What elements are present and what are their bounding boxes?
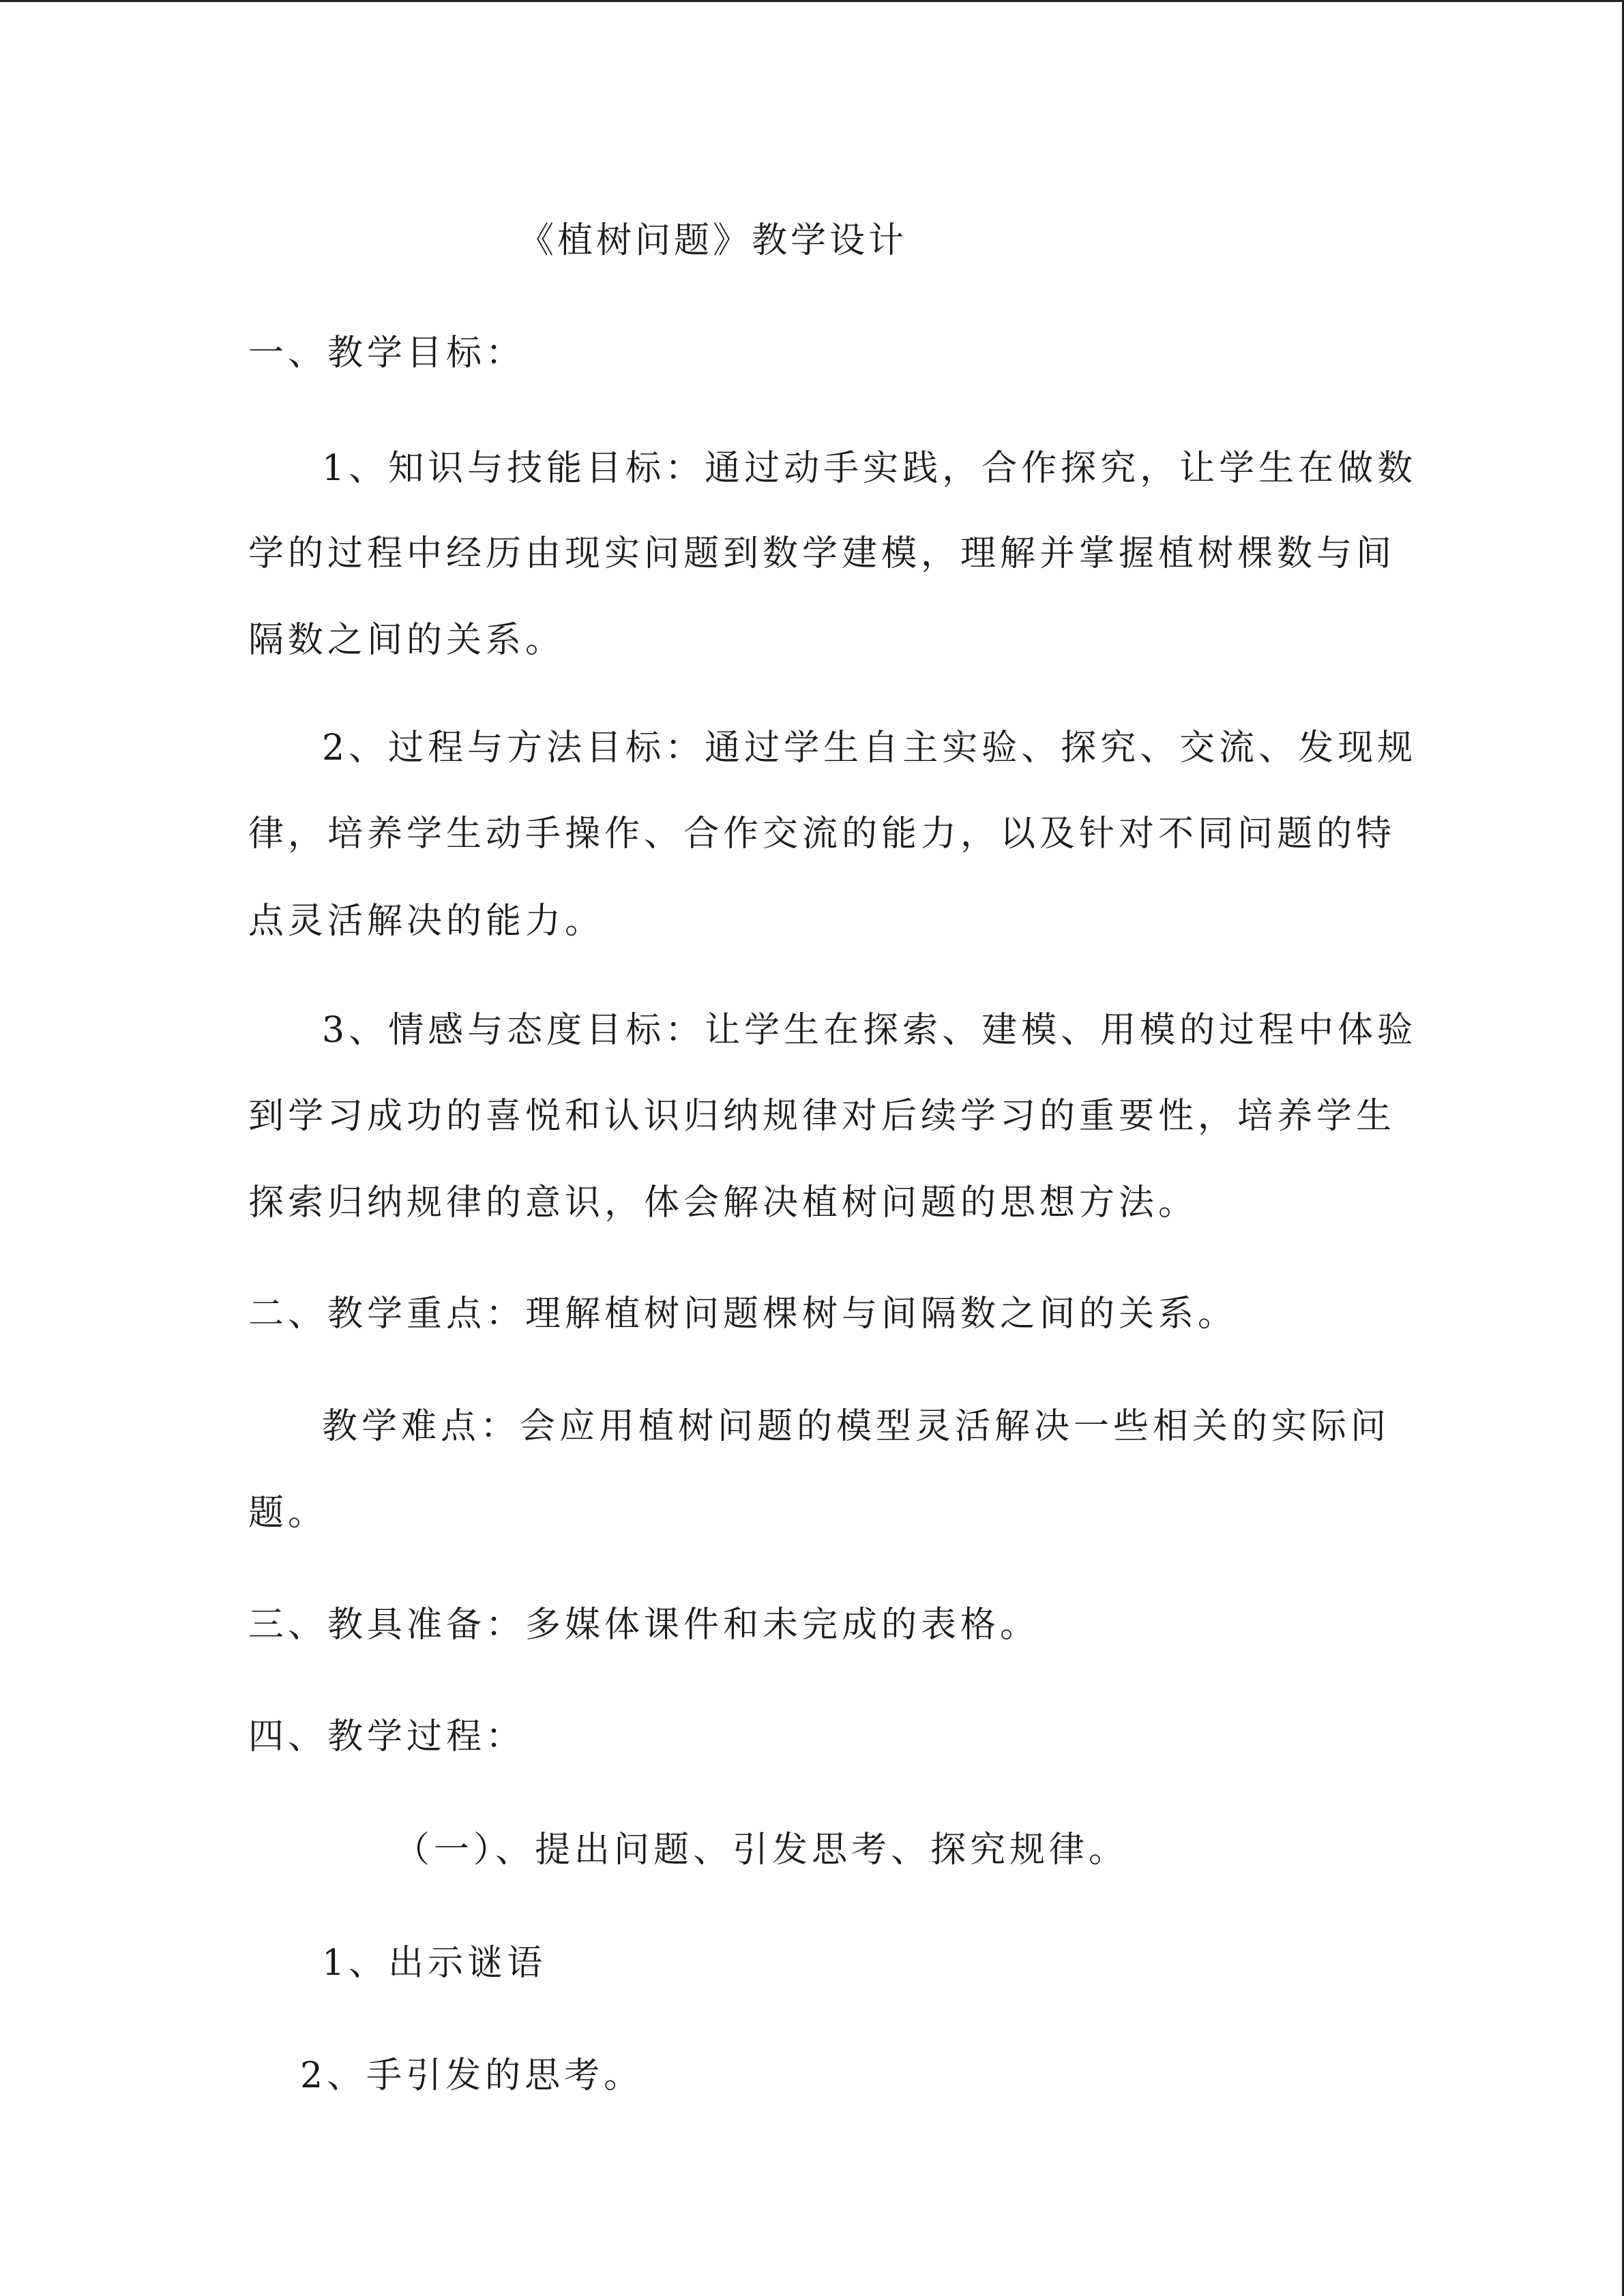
subsection-heading-1: （一）、提出问题、引发思考、探究规律。: [394, 1830, 1129, 1870]
document-title: 《植树问题》教学设计: [518, 220, 908, 261]
section-heading-key-points: 二、教学重点：理解植树问题棵树与间隔数之间的关系。: [248, 1294, 1238, 1335]
goal-3-line-1: 3、情感与态度目标：让学生在探索、建模、用模的过程中体验: [322, 1010, 1417, 1051]
step-1: 1、出示谜语: [322, 1943, 547, 1984]
goal-1-line-1: 1、知识与技能目标：通过动手实践，合作探究，让学生在做数: [322, 448, 1417, 489]
section-heading-teaching-goals: 一、教学目标：: [248, 333, 526, 374]
goal-2-line-3: 点灵活解决的能力。: [248, 901, 605, 942]
goal-2-line-2: 律，培养学生动手操作、合作交流的能力，以及针对不同问题的特: [248, 814, 1396, 854]
goal-1-line-2: 学的过程中经历由现实问题到数学建模，理解并掌握植树棵数与间: [248, 533, 1396, 574]
section-heading-teaching-aids: 三、教具准备：多媒体课件和未完成的表格。: [248, 1605, 1040, 1645]
section-heading-teaching-process: 四、教学过程：: [248, 1716, 526, 1757]
difficulty-line-2: 题。: [248, 1493, 328, 1534]
goal-3-line-3: 探索归纳规律的意识，体会解决植树问题的思想方法。: [248, 1182, 1198, 1223]
goal-2-line-1: 2、过程与方法目标：通过学生自主实验、探究、交流、发现规: [322, 728, 1417, 769]
goal-1-line-3: 隔数之间的关系。: [248, 620, 565, 661]
step-2: 2、手引发的思考。: [300, 2055, 644, 2096]
difficulty-line-1: 教学难点：会应用植树问题的模型灵活解决一些相关的实际问: [322, 1406, 1391, 1447]
goal-3-line-2: 到学习成功的喜悦和认识归纳规律对后续学习的重要性，培养学生: [248, 1096, 1396, 1137]
